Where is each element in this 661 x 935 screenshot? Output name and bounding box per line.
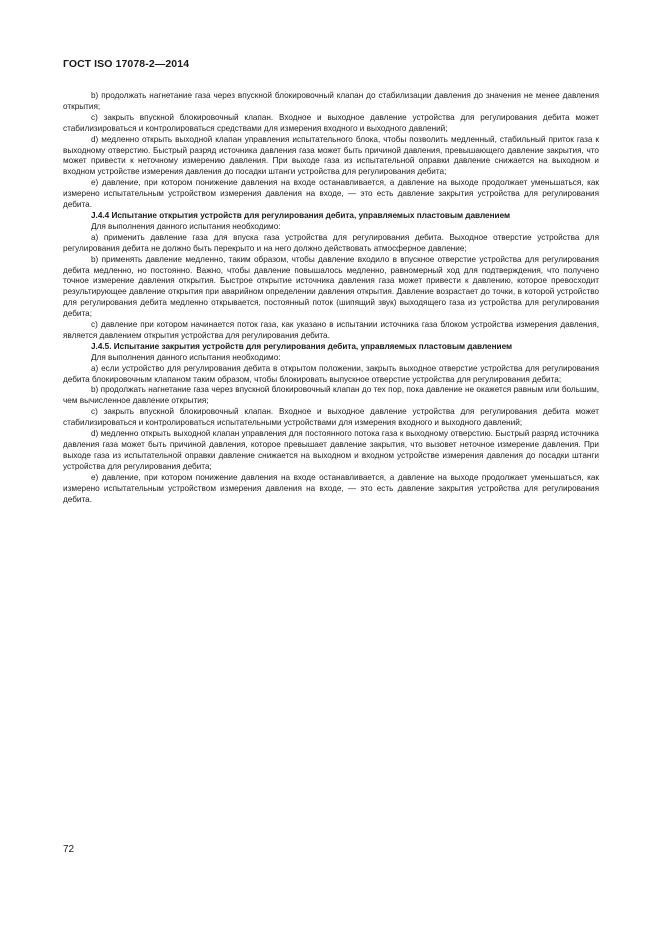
paragraph: d) медленно открыть выходной клапан управления испытательного блока, чтобы позволить медленный, стабильный приток газа к выходному отверстию. Быстрый разряд источника давления газа может быть причиной давления, превышающего давление закрытия, что может привести к неточному измерению давления. При выходе газа из испытательной оправки давление снижается на выходном и входном устройстве измерения давления до посадки штанги устройства для регулирования дебита; xyxy=(63,134,599,177)
section-heading-j45: J.4.5. Испытание закрытия устройств для регулирования дебита, управляемых пластовым давлением xyxy=(91,341,513,351)
document-body xyxy=(63,91,599,505)
paragraph: b) продолжать нагнетание газа через впускной блокировочный клапан до стабилизации давления до значения не менее давления открытия; xyxy=(63,91,599,111)
paragraph: b) продолжать нагнетание газа через впускной блокировочный клапан до тех пор, пока давление не окажется равным или большим, чем вычисленное давление открытия; xyxy=(63,385,599,406)
document-header: ГОСТ ISO 17078-2—2014 xyxy=(63,58,190,70)
paragraph: Для выполнения данного испытания необходимо: xyxy=(91,221,281,231)
paragraph: c) давление при котором начинается поток газа, как указано в испытании источника газа блоком устройства измерения давления, является давлением открытия устройства для регулирования дебита. xyxy=(63,320,599,340)
paragraph: e) давление, при котором понижение давления на входе останавливается, а давление на выходе продолжает уменьшаться, как измерено испытательным устройством измерения давления на входе, — это есть давление закрытия устройства для регулирования дебита. xyxy=(63,178,599,210)
paragraph: a) применить давление газа для впуска газа устройства для регулирования дебита. Выходное отверстие устройства для регулирования дебита не должно быть перекрыто и на него должно действовать атмосферное давление; xyxy=(63,232,599,253)
paragraph: c) закрыть впускной блокировочный клапан. Входное и выходное давление устройства для регулирования дебита может стабилизироваться и контролироваться средствами для измерения входного и выходного давлений; xyxy=(63,112,599,133)
paragraph: e) давление, при котором понижение давления на входе останавливается, а давление на выходе продолжает уменьшаться, как измерено испытательным устройством измерения давления на входе, — это есть давление закрытия устройства для регулирования дебита. xyxy=(63,472,599,504)
page-number: 72 xyxy=(63,844,75,855)
paragraph: a) если устройство для регулирования дебита в открытом положении, закрыть выходное отверстие устройства для регулирования дебита блокировочным клапаном таким образом, чтобы блокировать выпускное отверстие устройства для регулирования дебита; xyxy=(63,363,599,384)
section-heading-j44: J.4.4 Испытание открытия устройств для регулирования дебита, управляемых пластовым давлением xyxy=(91,210,511,220)
paragraph: Для выполнения данного испытания необходимо: xyxy=(91,352,281,362)
paragraph: b) применять давление медленно, таким образом, чтобы давление входило в впускное отверстие устройства для регулирования дебита медленно, но постоянно. Важно, чтобы давление повышалось медленно, равномерный ход для подтверждения, что получено точное измерение давления открытия. Быстрое открытие источника давления газа может привести к давлению, которое превосходит результирующее давление открытия при аварийном определении давления открытия. Давление возрастает до точки, в которой устройство для регулирования дебита медленно открывается, постоянный поток (шипящий звук) выходящего газа из устройства для регулирования дебита; xyxy=(63,254,599,319)
paragraph: d) медленно открыть выходной клапан управления для постоянного потока газа к выходному отверстию. Быстрый разряд источника давления газа может быть причиной давления, которое превышает давление закрытия, что вызовет неточное измерение давления. При выходе газа из испытательной оправки давление снижается на выходном и входном устройстве измерения давления до посадки штанги устройства для регулирования дебита; xyxy=(63,429,599,471)
paragraph: c) закрыть впускной блокировочный клапан. Входное и выходное давление устройства для регулирования дебита может стабилизироваться и контролироваться испытательными устройствами для измерения входного и выходного давлений; xyxy=(63,407,599,428)
